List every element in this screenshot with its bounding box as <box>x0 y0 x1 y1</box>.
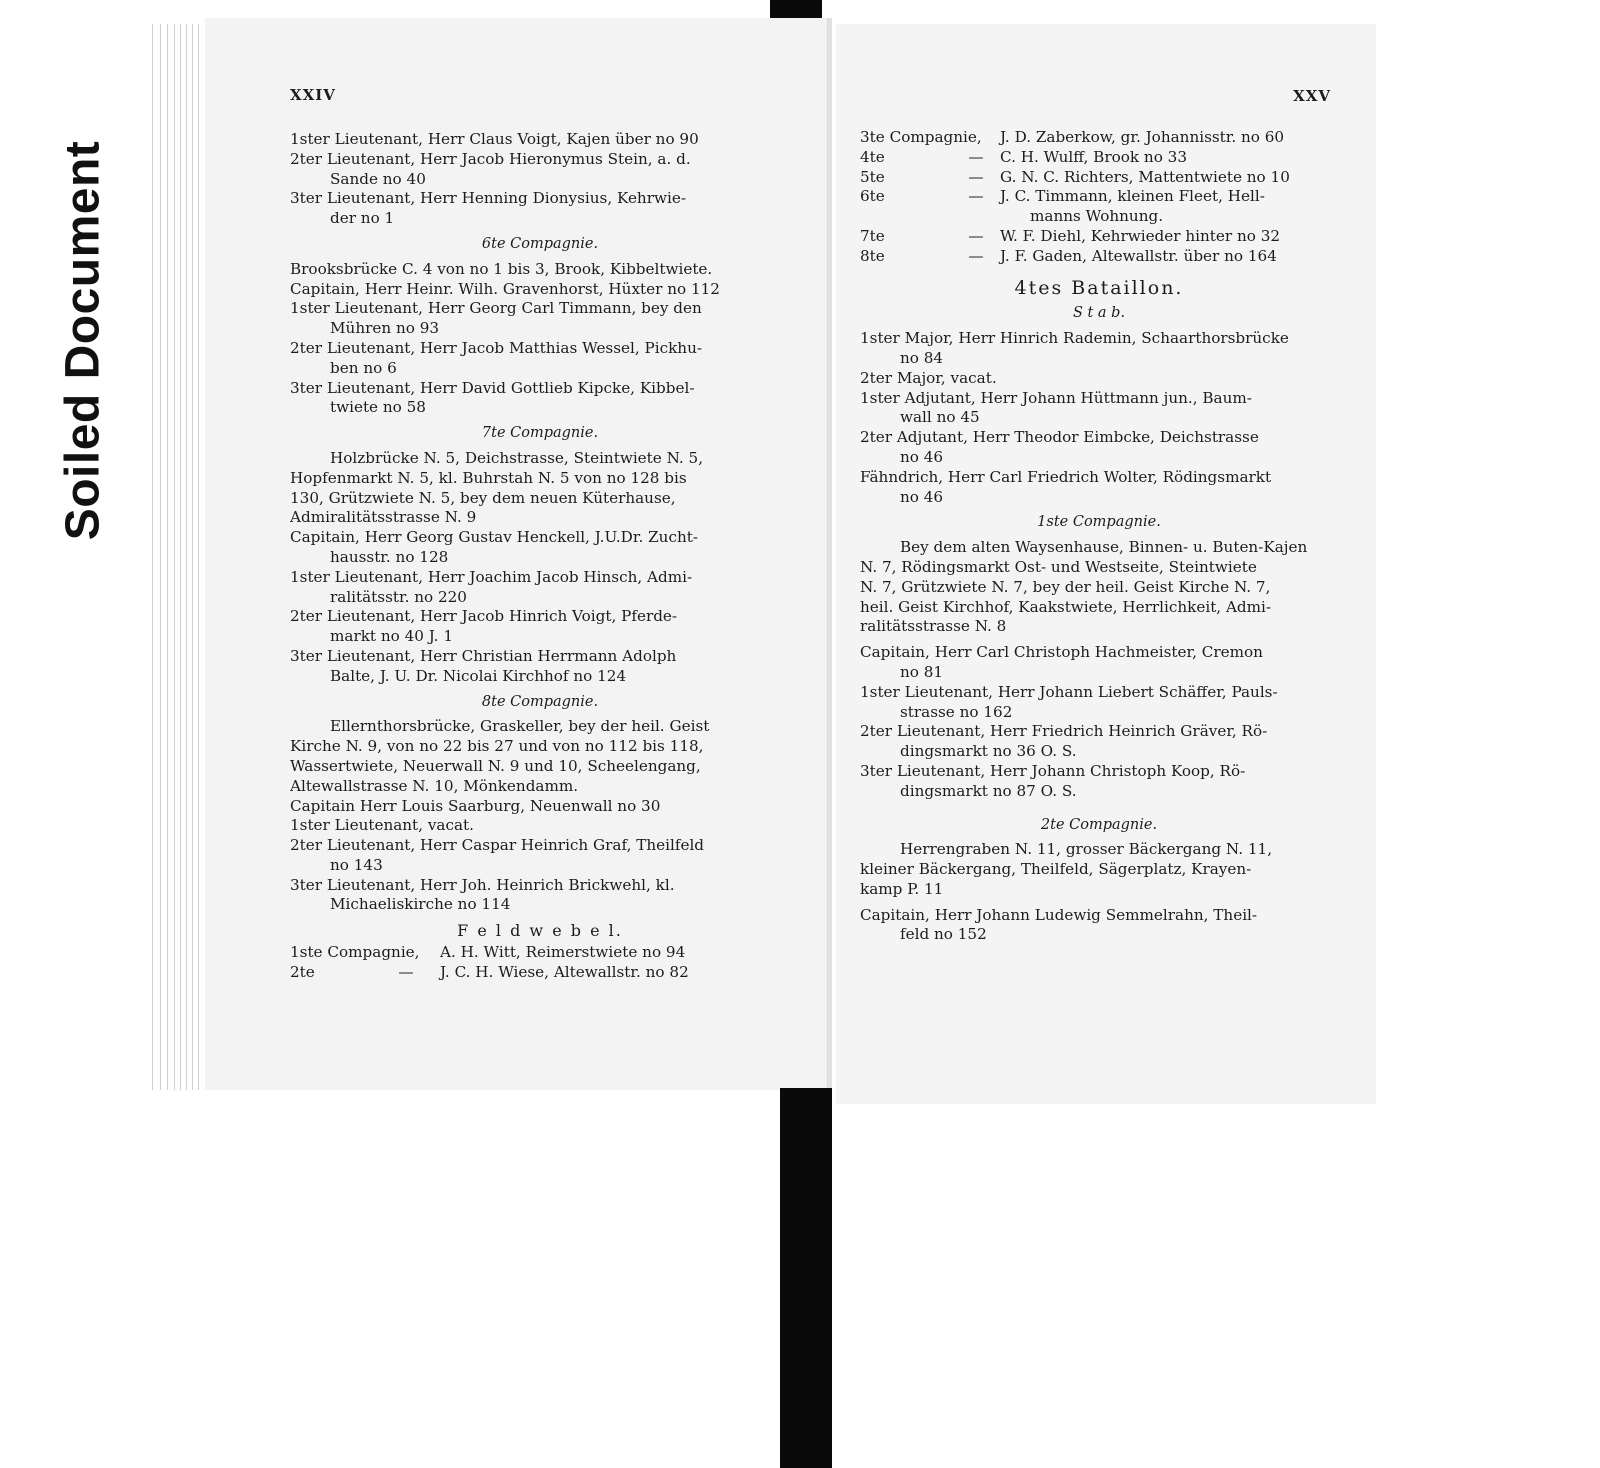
entry-text: C. H. Wulff, Brook no 33 <box>1000 147 1187 166</box>
text-line: N. 7, Rödingsmarkt Ost- und Westseite, Steintwiete <box>860 557 1257 576</box>
text-line: Brooksbrücke C. 4 von no 1 bis 3, Brook, Kibbeltwiete. <box>290 259 713 278</box>
text-line: 2ter Major, vacat. <box>860 368 997 387</box>
ditto-dash: — <box>968 226 984 245</box>
feldwebel-row <box>860 128 1338 148</box>
section-heading: 6te Compagnie. <box>481 235 599 252</box>
entry-text: J. D. Zaberkow, gr. Johannisstr. no 60 <box>1000 128 1285 146</box>
entry-text: G. N. C. Richters, Mattentwiete no 10 <box>1000 167 1290 186</box>
text-line: Admiralitätsstrasse N. 9 <box>290 508 477 527</box>
section-heading: 7te Compagnie. <box>481 425 599 442</box>
company-label: 6te <box>860 187 885 206</box>
text-line: no 46 <box>900 487 944 506</box>
feldwebel-row <box>860 227 1338 247</box>
binding-tape-top <box>770 0 822 20</box>
text-line: Altewallstrasse N. 10, Mönkendamm. <box>290 776 579 795</box>
left-page <box>205 18 828 1090</box>
text-line: 2ter Lieutenant, Herr Jacob Hieronymus Stein, a. d. <box>290 149 691 168</box>
text-line: feld no 152 <box>900 925 987 944</box>
text-line: markt no 40 J. 1 <box>330 627 453 646</box>
entry-text: A. H. Witt, Reimerstwiete no 94 <box>440 943 686 962</box>
company-label: 7te <box>860 226 885 245</box>
company-label: 8te <box>860 246 885 265</box>
text-line: 3ter Lieutenant, Herr Christian Herrmann Adolph <box>290 646 677 665</box>
text-line: dingsmarkt no 36 O. S. <box>900 742 1077 761</box>
text-line: ralitätsstr. no 220 <box>330 587 467 606</box>
company-label <box>860 207 952 227</box>
page-edges <box>152 24 212 1090</box>
text-line: no 143 <box>330 855 383 874</box>
text-line: Kirche N. 9, von no 22 bis 27 und von no 112 bis 118, <box>290 737 704 756</box>
feldwebel-row <box>860 187 1338 207</box>
text-line: ralitätsstrasse N. 8 <box>860 617 1007 636</box>
binding-tape-bottom <box>780 1088 832 1468</box>
section-heading: S t a b. <box>1072 305 1126 322</box>
text-line: Fähndrich, Herr Carl Friedrich Wolter, Rödingsmarkt <box>860 467 1272 486</box>
entry-text: manns Wohnung. <box>1030 207 1164 226</box>
ditto-dash <box>952 207 1000 227</box>
text-line: 1ster Lieutenant, Herr Claus Voigt, Kajen über no 90 <box>290 130 699 148</box>
feldwebel-row <box>860 148 1338 168</box>
text-line: 1ster Lieutenant, Herr Georg Carl Timmann, bey den <box>290 299 702 318</box>
feldwebel-row <box>860 168 1338 188</box>
text-line: Mühren no 93 <box>330 319 440 338</box>
text-line: 1ster Adjutant, Herr Johann Hüttmann jun., Baum- <box>860 388 1252 407</box>
text-line: 1ster Lieutenant, Herr Joachim Jacob Hinsch, Admi- <box>290 567 693 586</box>
text-line: 2ter Lieutenant, Herr Friedrich Heinrich Gräver, Rö- <box>860 722 1268 741</box>
ditto-dash: — <box>398 962 414 981</box>
text-line: hausstr. no 128 <box>330 547 449 566</box>
text-line: Capitain, Herr Georg Gustav Henckell, J.U.Dr. Zucht- <box>290 528 698 547</box>
section-heading-feldwebel: F e l d w e b e l. <box>457 921 623 941</box>
text-line: kamp P. 11 <box>860 879 944 898</box>
text-line: 1ster Lieutenant, vacat. <box>290 816 474 835</box>
ditto-dash: — <box>968 246 984 265</box>
text-line: Holzbrücke N. 5, Deichstrasse, Steintwiete N. 5, <box>330 448 704 467</box>
text-line: dingsmarkt no 87 O. S. <box>900 781 1077 800</box>
text-line: ben no 6 <box>330 358 397 377</box>
text-line: Capitain, Herr Heinr. Wilh. Gravenhorst, Hüxter no 112 <box>290 279 720 298</box>
section-heading: 1ste Compagnie. <box>1037 514 1161 531</box>
feldwebel-row <box>860 247 1338 267</box>
feldwebel-row <box>290 963 790 983</box>
text-line: 3ter Lieutenant, Herr Johann Christoph Koop, Rö- <box>860 761 1246 780</box>
company-label: 4te <box>860 147 885 166</box>
text-line: Capitain, Herr Carl Christoph Hachmeister, Cremon <box>860 643 1263 662</box>
soiled-document-stamp <box>56 90 110 590</box>
right-page <box>836 24 1376 1104</box>
text-line: 3ter Lieutenant, Herr Joh. Heinrich Brickwehl, kl. <box>290 875 675 894</box>
section-heading: 8te Compagnie. <box>481 693 599 710</box>
text-line: 3ter Lieutenant, Herr Henning Dionysius, Kehrwie- <box>290 189 686 208</box>
text-line: Michaeliskirche no 114 <box>330 895 511 914</box>
text-line: Capitain Herr Louis Saarburg, Neuenwall no 30 <box>290 796 661 815</box>
left-page-text <box>290 130 790 983</box>
text-line: Capitain, Herr Johann Ludewig Semmelrahn, Theil- <box>860 905 1258 924</box>
text-line: 1ster Major, Herr Hinrich Rademin, Schaarthorsbrücke <box>860 329 1289 348</box>
text-line: 2ter Lieutenant, Herr Caspar Heinrich Graf, Theilfeld <box>290 836 705 855</box>
text-line: Wassertwiete, Neuerwall N. 9 und 10, Scheelengang, <box>290 756 701 775</box>
text-line: Ellernthorsbrücke, Graskeller, bey der heil. Geist <box>330 717 710 736</box>
page-number: XXIV <box>290 86 336 104</box>
text-line: 2ter Lieutenant, Herr Jacob Matthias Wessel, Pickhu- <box>290 338 702 357</box>
text-line: N. 7, Grützwiete N. 7, bey der heil. Geist Kirche N. 7, <box>860 577 1271 596</box>
right-page-text <box>860 128 1338 945</box>
text-line: Sande no 40 <box>330 169 426 188</box>
company-label: 2te <box>290 962 315 981</box>
ditto-dash: — <box>968 167 984 186</box>
text-line: heil. Geist Kirchhof, Kaakstwiete, Herrlichkeit, Admi- <box>860 597 1272 616</box>
text-line: Hopfenmarkt N. 5, kl. Buhrstah N. 5 von no 128 bis <box>290 468 687 487</box>
stamp-text: Soiled Document <box>56 140 110 540</box>
text-line: Bey dem alten Waysenhause, Binnen- u. Buten-Kajen <box>900 538 1308 557</box>
text-line: strasse no 162 <box>900 702 1013 721</box>
text-line: 2ter Lieutenant, Herr Jacob Hinrich Voigt, Pferde- <box>290 607 678 626</box>
text-line: 3ter Lieutenant, Herr David Gottlieb Kipcke, Kibbel- <box>290 378 695 397</box>
page-number: XXV <box>1293 87 1331 105</box>
company-label: 1ste Compagnie, <box>290 943 420 962</box>
feldwebel-row <box>290 943 790 963</box>
text-line: 130, Grützwiete N. 5, bey dem neuen Küterhause, <box>290 488 676 507</box>
section-heading: 2te Compagnie. <box>1040 816 1158 833</box>
text-line: wall no 45 <box>900 408 980 427</box>
entry-text: W. F. Diehl, Kehrwieder hinter no 32 <box>1000 226 1281 245</box>
text-line: no 84 <box>900 348 944 367</box>
entry-text: J. F. Gaden, Altewallstr. über no 164 <box>1000 246 1277 265</box>
text-line: twiete no 58 <box>330 398 426 417</box>
battalion-heading: 4tes Bataillon. <box>1014 276 1184 299</box>
text-line: der no 1 <box>330 209 395 228</box>
text-line: kleiner Bäckergang, Theilfeld, Sägerplatz, Krayen- <box>860 860 1252 879</box>
text-line: no 46 <box>900 447 944 466</box>
text-line: 2ter Adjutant, Herr Theodor Eimbcke, Deichstrasse <box>860 428 1259 447</box>
entry-text: J. C. Timmann, kleinen Fleet, Hell- <box>1000 187 1265 206</box>
company-label: 3te Compagnie, <box>860 128 982 146</box>
text-line: Balte, J. U. Dr. Nicolai Kirchhof no 124 <box>330 666 627 685</box>
text-line: 1ster Lieutenant, Herr Johann Liebert Schäffer, Pauls- <box>860 682 1278 701</box>
ditto-dash: — <box>968 147 984 166</box>
ditto-dash: — <box>968 187 984 206</box>
text-line: Herrengraben N. 11, grosser Bäckergang N. 11, <box>900 840 1273 859</box>
feldwebel-row <box>860 207 1338 227</box>
entry-text: J. C. H. Wiese, Altewallstr. no 82 <box>440 962 689 981</box>
company-label: 5te <box>860 167 885 186</box>
text-line: no 81 <box>900 662 944 681</box>
